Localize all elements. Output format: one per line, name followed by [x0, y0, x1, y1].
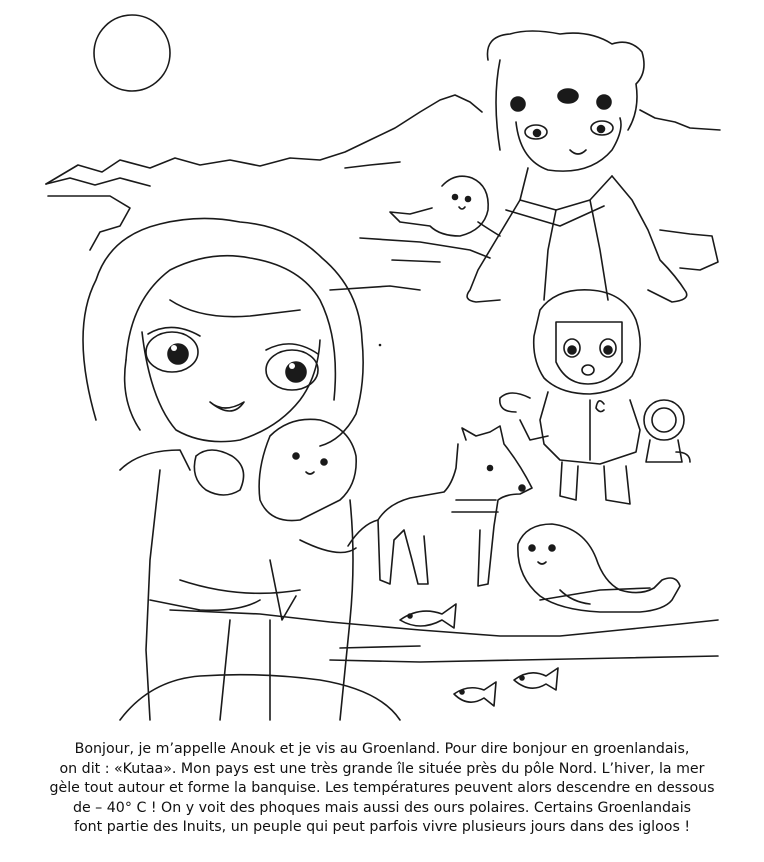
sun — [94, 15, 170, 91]
big-seal — [518, 524, 680, 612]
caption-line: de – 40° C ! On y voit des phoques mais aussi des ours polaires. Certains Groenlandais — [72, 799, 692, 816]
fishes — [400, 604, 558, 706]
shoreline — [170, 588, 718, 662]
caption-line: on dit : «Kutaa». Mon pays est une très grande île située près du pôle Nord. L’hiver, la mer — [59, 760, 705, 777]
anouk-girl — [83, 218, 400, 720]
girl-bear-hat — [467, 31, 687, 302]
caption-line: font partie des Inuits, un peuple qui peut parfois vivre plusieurs jours dans des igloos ! — [73, 819, 691, 835]
snow-dots — [379, 344, 381, 346]
ice-floes — [48, 196, 718, 290]
mountains — [46, 95, 720, 186]
caption-line: gèle tout autour et forme la banquise. Les températures peuvent alors descendre en dessous — [49, 780, 715, 796]
tiny-doll — [644, 400, 690, 462]
husky-dog — [348, 426, 532, 586]
inuit-child — [500, 290, 640, 504]
small-seal — [390, 176, 500, 236]
caption-line: Bonjour, je m’appelle Anouk et je vis au Groenland. Pour dire bonjour en groenlandais, — [74, 741, 690, 757]
caption-text — [30, 740, 734, 838]
